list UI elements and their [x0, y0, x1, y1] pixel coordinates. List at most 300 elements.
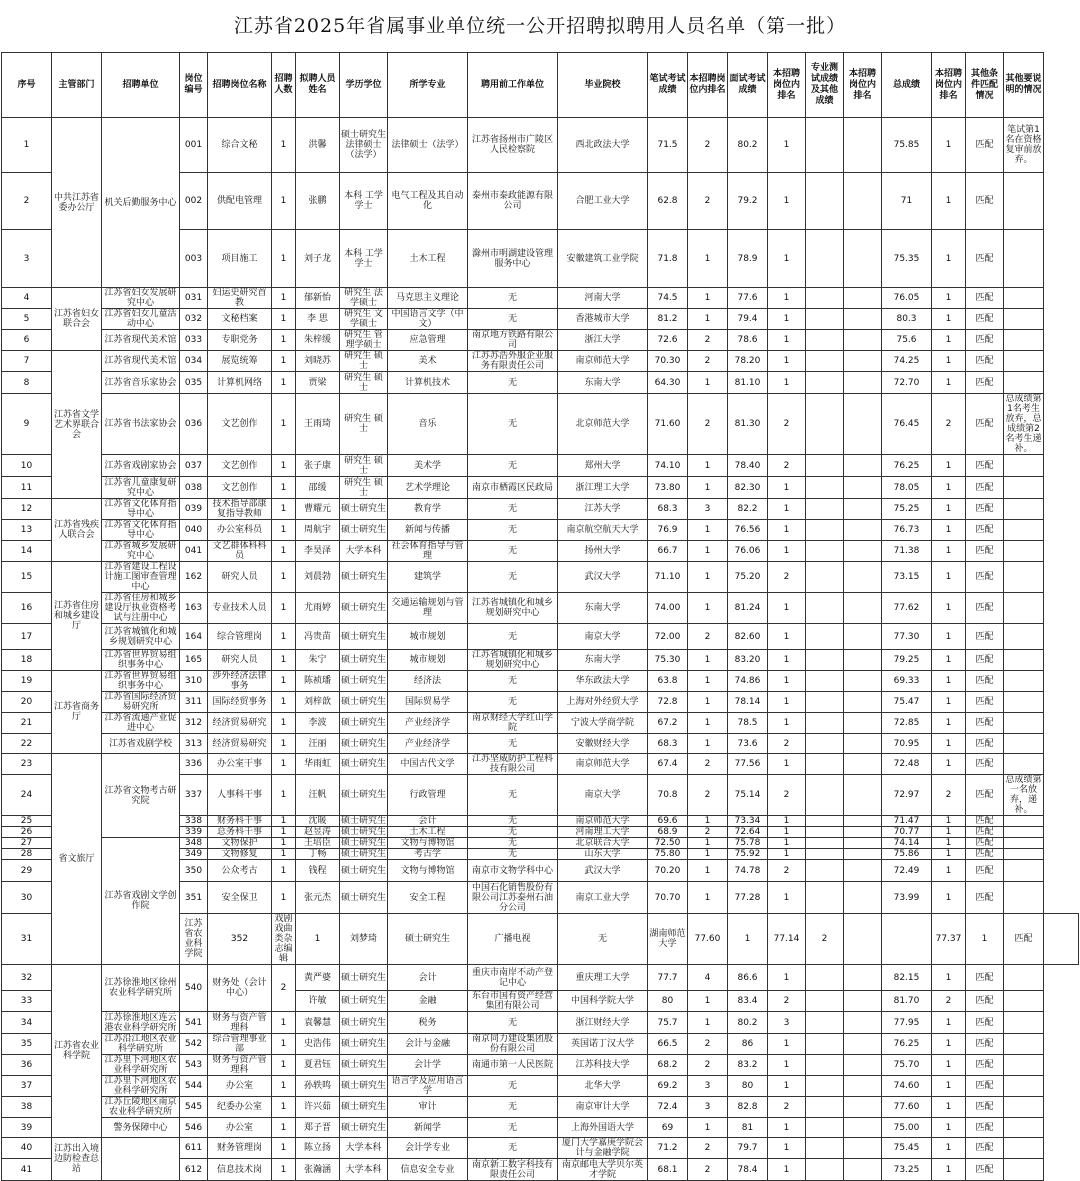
written-rank: 2: [688, 118, 728, 173]
major: 城市规划: [388, 624, 468, 650]
previous-employer: 无: [468, 394, 558, 455]
row-number: 41: [2, 1159, 52, 1181]
remarks: [1004, 309, 1044, 330]
interview-score: 77.56: [728, 754, 768, 775]
post-name: 财务管理岗: [208, 1138, 272, 1159]
hiring-unit: 江苏省戏剧文学创作院: [102, 838, 180, 965]
other-score: [806, 692, 844, 713]
interview-rank: 2: [768, 734, 806, 754]
hire-count: 1: [272, 351, 296, 372]
other-rank: [844, 860, 882, 882]
graduate-school: 合肥工业大学: [558, 173, 648, 230]
graduate-school: 武汉大学: [558, 562, 648, 593]
remarks: 笔试第1名在资格复审前放弃。: [1004, 118, 1044, 173]
major: 音乐: [388, 394, 468, 455]
other-score: [806, 230, 844, 288]
degree: 硕士研究生: [340, 593, 388, 624]
previous-employer: 江苏省城镇化和城乡规划研究中心: [468, 593, 558, 624]
interview-score: 83.20: [728, 650, 768, 671]
hire-count: 1: [272, 477, 296, 499]
candidate-name: 尤雨婷: [296, 593, 340, 624]
previous-employer: 江苏省扬州市广陵区人民检察院: [468, 118, 558, 173]
interview-score: 79.7: [728, 1138, 768, 1159]
other-rank: [844, 541, 882, 562]
interview-score: 75.14: [728, 775, 768, 816]
other-rank: [844, 173, 882, 230]
hire-count: 1: [272, 1138, 296, 1159]
candidate-name: 张子康: [296, 455, 340, 477]
interview-rank: 1: [768, 624, 806, 650]
graduate-school: 北京联合大学: [558, 838, 648, 849]
condition-match: 匹配: [1004, 914, 1044, 965]
previous-employer: 南京同力建设集团股份有限公司: [468, 1034, 558, 1055]
other-rank: [844, 734, 882, 754]
previous-employer: 无: [468, 849, 558, 860]
total-rank: 2: [932, 394, 966, 455]
total-score: 77.60: [882, 1097, 932, 1118]
remarks: [1004, 754, 1044, 775]
post-code: 032: [180, 309, 208, 330]
previous-employer: 南京新工数字科技有限责任公司: [468, 1159, 558, 1181]
hiring-unit: 江苏省流通产业促进中心: [102, 713, 180, 734]
other-score: [806, 713, 844, 734]
interview-rank: 2: [806, 914, 844, 965]
total-score: 74.60: [882, 1076, 932, 1097]
other-rank: [844, 118, 882, 173]
interview-score: 80.2: [728, 1012, 768, 1034]
condition-match: 匹配: [966, 713, 1004, 734]
previous-employer: 南京市文物学科中心: [468, 860, 558, 882]
written-rank: 1: [688, 288, 728, 309]
interview-score: 77.28: [728, 882, 768, 914]
remarks: [1004, 713, 1044, 734]
candidate-name: 汪丽: [296, 734, 340, 754]
candidate-name: 丁畅: [296, 849, 340, 860]
post-name: 文艺创作: [208, 477, 272, 499]
other-score: [806, 991, 844, 1012]
table-row: [2, 692, 1079, 713]
graduate-school: 英国诺丁汉大学: [558, 1034, 648, 1055]
remarks: [1004, 1159, 1044, 1181]
hiring-unit: 江苏省城镇化和城乡规划研究中心: [102, 624, 180, 650]
interview-rank: 1: [768, 671, 806, 692]
hire-count: 1: [272, 816, 296, 827]
other-score: [806, 288, 844, 309]
degree: 研究生 法学硕士: [340, 288, 388, 309]
graduate-school: 南京大学: [558, 624, 648, 650]
row-number: 3: [2, 230, 52, 288]
total-rank: 1: [932, 1097, 966, 1118]
hire-count: 1: [272, 860, 296, 882]
total-rank: 1: [932, 593, 966, 624]
other-score: [806, 394, 844, 455]
major: 审计: [388, 1097, 468, 1118]
post-name: 总务科干事: [208, 827, 272, 838]
written-rank: 1: [688, 562, 728, 593]
post-code: 349: [180, 849, 208, 860]
interview-score: 83.2: [728, 1055, 768, 1076]
total-rank: 1: [932, 477, 966, 499]
other-score: [806, 754, 844, 775]
post-name: 文艺群体科科员: [208, 541, 272, 562]
column-header: 其他条件匹配情况: [966, 53, 1004, 118]
condition-match: 匹配: [966, 1012, 1004, 1034]
written-score: 81.2: [648, 309, 688, 330]
written-score: 70.20: [648, 860, 688, 882]
interview-rank: 2: [768, 1097, 806, 1118]
graduate-school: 上海对外经贸大学: [558, 692, 648, 713]
remarks: [1004, 520, 1044, 541]
table-row: [2, 593, 1079, 624]
previous-employer: 无: [468, 499, 558, 520]
hiring-unit: 江苏省书法家协会: [102, 394, 180, 455]
total-score: 75.47: [882, 692, 932, 713]
column-header: 招聘人数: [272, 53, 296, 118]
hiring-unit: 江苏省文物考古研究院: [102, 754, 180, 838]
major: 行政管理: [388, 775, 468, 816]
written-score: 68.2: [648, 1055, 688, 1076]
remarks: [1004, 1012, 1044, 1034]
row-number: 37: [2, 1076, 52, 1097]
written-rank: 2: [688, 624, 728, 650]
graduate-school: 重庆理工大学: [558, 965, 648, 991]
hire-count: 1: [272, 882, 296, 914]
graduate-school: 湖南师范大学: [648, 914, 688, 965]
graduate-school: 江苏大学: [558, 499, 648, 520]
other-score: [806, 624, 844, 650]
hire-count: 1: [272, 455, 296, 477]
total-score: 70.95: [882, 734, 932, 754]
interview-score: 78.6: [728, 330, 768, 351]
written-rank: 1: [688, 230, 728, 288]
table-row: [2, 309, 1079, 330]
remarks: [1004, 734, 1044, 754]
other-score: [806, 351, 844, 372]
total-score: 72.85: [882, 713, 932, 734]
post-name: 安全保卫: [208, 882, 272, 914]
column-header: 招聘岗位名称: [208, 53, 272, 118]
other-rank: [844, 991, 882, 1012]
total-rank: 1: [932, 650, 966, 671]
interview-score: 81: [728, 1118, 768, 1138]
interview-rank: 1: [768, 650, 806, 671]
graduate-school: 北华大学: [558, 1076, 648, 1097]
written-rank: 1: [688, 541, 728, 562]
candidate-name: 周航宇: [296, 520, 340, 541]
condition-match: 匹配: [966, 394, 1004, 455]
degree: 硕士研究生: [340, 650, 388, 671]
other-score: [806, 882, 844, 914]
degree: 大学本科: [340, 1138, 388, 1159]
remarks: [1004, 593, 1044, 624]
hiring-unit: 警务保障中心: [102, 1118, 180, 1138]
other-rank: [844, 713, 882, 734]
remarks: [1004, 455, 1044, 477]
total-rank: 1: [932, 692, 966, 713]
post-name: 文物保护: [208, 838, 272, 849]
interview-score: 78.40: [728, 455, 768, 477]
written-rank: 1: [688, 860, 728, 882]
total-rank: 1: [932, 455, 966, 477]
previous-employer: 无: [468, 309, 558, 330]
post-code: 038: [180, 477, 208, 499]
condition-match: 匹配: [966, 1055, 1004, 1076]
written-rank: 1: [688, 849, 728, 860]
interview-score: 76.56: [728, 520, 768, 541]
total-rank: 1: [932, 309, 966, 330]
candidate-name: 郑子晋: [296, 1118, 340, 1138]
written-rank: 4: [688, 965, 728, 991]
other-rank: [844, 849, 882, 860]
condition-match: 匹配: [966, 1076, 1004, 1097]
post-name: 研究人员: [208, 650, 272, 671]
major: 城市规划: [388, 650, 468, 671]
major: 会计: [388, 965, 468, 991]
post-name: 公众考古: [208, 860, 272, 882]
post-name: 研究人员: [208, 562, 272, 593]
interview-rank: 2: [768, 394, 806, 455]
written-score: 76.9: [648, 520, 688, 541]
degree: 硕士研究生 法律硕士（法学）: [340, 118, 388, 173]
table-row: [2, 624, 1079, 650]
column-header: 本招聘岗位内排名: [844, 53, 882, 118]
total-score: 75.6: [882, 330, 932, 351]
remarks: [1004, 624, 1044, 650]
total-rank: 1: [932, 671, 966, 692]
graduate-school: 安徽财经大学: [558, 734, 648, 754]
table-row: [2, 1138, 1079, 1159]
total-rank: 2: [932, 991, 966, 1012]
written-score: 69.6: [648, 816, 688, 827]
hiring-unit: 江苏省儿童康复研究中心: [102, 477, 180, 499]
written-score: 74.5: [648, 288, 688, 309]
total-score: 72.48: [882, 754, 932, 775]
total-rank: 1: [932, 1034, 966, 1055]
interview-score: 86.6: [728, 965, 768, 991]
total-score: 77.30: [882, 624, 932, 650]
total-rank: 1: [932, 541, 966, 562]
major: 建筑学: [388, 562, 468, 593]
condition-match: 匹配: [966, 754, 1004, 775]
written-score: 69: [648, 1118, 688, 1138]
written-score: 70.30: [648, 351, 688, 372]
row-number: 20: [2, 692, 52, 713]
total-rank: 1: [932, 288, 966, 309]
post-name: 办公室: [208, 1076, 272, 1097]
row-number: 11: [2, 477, 52, 499]
condition-match: 匹配: [966, 230, 1004, 288]
hire-count: 1: [296, 914, 340, 965]
total-rank: 1: [932, 849, 966, 860]
candidate-name: 冯贵苗: [296, 624, 340, 650]
candidate-name: 刘梦琦: [340, 914, 388, 965]
candidate-name: 曹耀元: [296, 499, 340, 520]
post-name: 经济贸易研究: [208, 713, 272, 734]
column-header: 本招聘岗位内排名: [768, 53, 806, 118]
condition-match: 匹配: [966, 860, 1004, 882]
hire-count: 1: [272, 754, 296, 775]
condition-match: 匹配: [966, 1138, 1004, 1159]
major: 产业经济学: [388, 734, 468, 754]
degree: 硕士研究生: [340, 692, 388, 713]
written-score: 71.10: [648, 562, 688, 593]
row-number: 1: [2, 118, 52, 173]
condition-match: 匹配: [966, 650, 1004, 671]
column-header: 招聘单位: [102, 53, 180, 118]
previous-employer: 无: [468, 1138, 558, 1159]
written-score: 77.7: [648, 965, 688, 991]
row-number: 33: [2, 991, 52, 1012]
major: 土木工程: [388, 827, 468, 838]
written-score: 74.00: [648, 593, 688, 624]
degree: 硕士研究生: [341, 849, 387, 859]
major: 美术: [388, 351, 468, 372]
graduate-school: 浙江理工大学: [558, 477, 648, 499]
condition-match: 匹配: [966, 882, 1004, 914]
candidate-name: 王雨琦: [296, 394, 340, 455]
graduate-school: 南京航空航天大学: [558, 520, 648, 541]
major: 税务: [388, 1012, 468, 1034]
column-header: 聘用前工作单位: [468, 53, 558, 118]
candidate-name: 陈立扬: [296, 1138, 340, 1159]
interview-rank: 2: [768, 455, 806, 477]
other-rank: [844, 455, 882, 477]
total-score: 80.3: [882, 309, 932, 330]
row-number: 40: [2, 1138, 52, 1159]
written-rank: 2: [688, 775, 728, 816]
major: 应急管理: [388, 330, 468, 351]
hire-count: 1: [272, 394, 296, 455]
graduate-school: 南京工业大学: [558, 882, 648, 914]
graduate-school: 南京师范大学: [558, 754, 648, 775]
graduate-school: 中国科学院大学: [558, 991, 648, 1012]
other-score: [806, 816, 844, 827]
row-number: 21: [2, 713, 52, 734]
interview-score: 80.2: [728, 118, 768, 173]
table-row: [2, 1012, 1079, 1034]
remarks: [1004, 562, 1044, 593]
degree: 研究生 硕士: [340, 477, 388, 499]
candidate-name: 张鹏: [296, 173, 340, 230]
post-name: 文艺创作: [208, 455, 272, 477]
remarks: [1004, 541, 1044, 562]
other-rank: [844, 1097, 882, 1118]
candidate-name: 王培臣: [296, 838, 340, 849]
post-code: 310: [180, 671, 208, 692]
major: 广播电视: [468, 914, 558, 965]
written-rank: 3: [688, 1076, 728, 1097]
remarks: [1004, 1097, 1044, 1118]
candidate-name: 李波: [296, 713, 340, 734]
graduate-school: 山东大学: [558, 849, 648, 860]
interview-rank: 1: [768, 713, 806, 734]
other-rank: [844, 593, 882, 624]
table-row: [2, 1055, 1079, 1076]
interview-score: 74.78: [728, 860, 768, 882]
total-score: 74.14: [882, 838, 932, 849]
degree: 大学本科: [340, 1159, 388, 1181]
major: 经济法: [388, 671, 468, 692]
total-score: 79.25: [882, 650, 932, 671]
major: 语言学及应用语言学: [388, 1076, 468, 1097]
post-code: 612: [180, 1159, 208, 1181]
interview-score: 78.4: [728, 1159, 768, 1181]
candidate-name: 钱程: [296, 860, 340, 882]
major: 信息安全专业: [388, 1159, 468, 1181]
other-score: [806, 1034, 844, 1055]
other-rank: [844, 372, 882, 394]
other-rank: [844, 1138, 882, 1159]
condition-match: 匹配: [966, 827, 1004, 838]
candidate-name: 张瀚涵: [296, 1159, 340, 1181]
interview-rank: 1: [768, 692, 806, 713]
degree: 硕士研究生: [340, 1097, 388, 1118]
total-score: 76.25: [882, 455, 932, 477]
table-row: [2, 330, 1079, 351]
written-score: 71.5: [648, 118, 688, 173]
written-rank: 1: [688, 1118, 728, 1138]
written-rank: 2: [688, 1138, 728, 1159]
degree: 硕士研究生: [341, 838, 387, 848]
remarks: [1004, 477, 1044, 499]
other-score: [806, 965, 844, 991]
previous-employer: 江苏坚威防护工程科技有限公司: [468, 754, 558, 775]
interview-score: 78.9: [728, 230, 768, 288]
degree: 硕士研究生: [340, 1055, 388, 1076]
interview-score: 82.2: [728, 499, 768, 520]
major: 教育学: [388, 499, 468, 520]
candidate-name: 袁馨慧: [296, 1012, 340, 1034]
graduate-school: 东南大学: [558, 372, 648, 394]
total-rank: 1: [932, 754, 966, 775]
graduate-school: 浙江大学: [558, 330, 648, 351]
candidate-name: 贾梁: [296, 372, 340, 394]
degree: 硕士研究生: [340, 1118, 388, 1138]
interview-rank: 1: [768, 754, 806, 775]
hire-count: 1: [272, 1034, 296, 1055]
degree: 研究生 硕士: [340, 372, 388, 394]
graduate-school: 南京师范大学: [558, 816, 648, 827]
other-score: [806, 1159, 844, 1181]
graduate-school: 武汉大学: [558, 860, 648, 882]
condition-match: 匹配: [966, 1034, 1004, 1055]
remarks: [1004, 1118, 1044, 1138]
written-score: 66.5: [648, 1034, 688, 1055]
written-score: 70.70: [648, 882, 688, 914]
degree: 硕士研究生: [340, 520, 388, 541]
candidate-name: 汪帆: [296, 775, 340, 816]
remarks: [1004, 230, 1044, 288]
hire-count: 1: [272, 330, 296, 351]
column-header: 本招聘岗位内排名: [688, 53, 728, 118]
row-number: 13: [2, 520, 52, 541]
total-rank: 1: [932, 965, 966, 991]
candidate-name: 陈祯璠: [296, 671, 340, 692]
previous-employer: 无: [468, 671, 558, 692]
previous-employer: 无: [468, 288, 558, 309]
post-name: 信息技术岗: [208, 1159, 272, 1181]
written-score: 75.7: [648, 1012, 688, 1034]
table-row: [2, 650, 1079, 671]
row-number: 29: [2, 860, 52, 882]
interview-rank: 1: [768, 477, 806, 499]
post-name: 供配电管理: [208, 173, 272, 230]
written-rank: 2: [688, 754, 728, 775]
graduate-school: 南京审计大学: [558, 1097, 648, 1118]
remarks: [1004, 173, 1044, 230]
post-name: 经济贸易研究: [208, 734, 272, 754]
candidate-name: 李 思: [296, 309, 340, 330]
